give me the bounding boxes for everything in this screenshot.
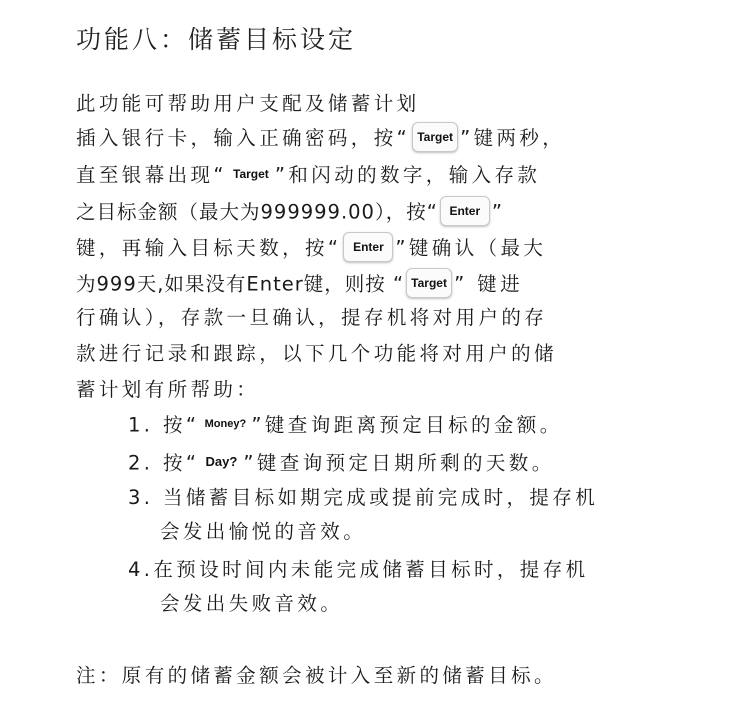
paragraph-line-5 — [76, 234, 546, 264]
paragraph-text: 插入银行卡，输入正确密码，按“ — [76, 126, 411, 150]
paragraph-line-6 — [76, 270, 523, 300]
paragraph-line-4 — [76, 198, 505, 228]
enter-key-icon: Enter — [343, 232, 393, 262]
target-key-icon: Target — [412, 122, 458, 152]
paragraph-text: 为999天,如果没有Enter键，则按 “ — [76, 272, 405, 296]
paragraph-line-9: 蓄计划有所帮助： — [76, 378, 260, 401]
paragraph-text: ” 键进 — [454, 272, 523, 296]
list-item-2 — [128, 450, 555, 478]
paragraph-text: ”键确认（最大 — [395, 236, 547, 260]
paragraph-text: 直至银幕出现“ — [76, 163, 227, 187]
paragraph-text: 键，再输入目标天数，按“ — [76, 236, 342, 260]
list-item-4-cont: 会发出失败音效。 — [160, 592, 344, 615]
paragraph-text: ” — [491, 200, 506, 224]
paragraph-line-2 — [76, 124, 565, 154]
paragraph-text: 之目标金额（最大为999999.00），按“ — [76, 200, 438, 224]
list-text: 2. 按“ — [128, 451, 200, 475]
target-key-label: Target — [233, 167, 269, 181]
list-item-4: 4.在预设时间内未能完成储蓄目标时，提存机 — [128, 558, 589, 581]
paragraph-line-8: 款进行记录和跟踪，以下几个功能将对用户的储 — [76, 342, 557, 365]
day-key-label: Day? — [205, 454, 238, 469]
paragraph-line-3 — [76, 162, 540, 190]
list-item-3: 3. 当储蓄目标如期完成或提前完成时，提存机 — [128, 486, 599, 509]
enter-key-icon: Enter — [440, 196, 490, 226]
paragraph-line-7: 行确认），存款一旦确认，提存机将对用户的存 — [76, 306, 548, 329]
money-key-label: Money? — [204, 418, 247, 430]
paragraph-text: ”键两秒， — [460, 126, 566, 150]
list-text: 1. 按“ — [128, 413, 200, 437]
section-title: 功能八：储蓄目标设定 — [76, 25, 357, 54]
list-text: ”键查询距离预定目标的金额。 — [251, 413, 563, 437]
paragraph-text: ”和闪动的数字，输入存款 — [274, 163, 541, 187]
target-key-icon: Target — [406, 268, 452, 298]
list-text: ”键查询预定日期所剩的天数。 — [243, 451, 555, 475]
list-item-1 — [128, 412, 563, 440]
footnote: 注：原有的储蓄金额会被计入至新的储蓄目标。 — [76, 664, 557, 687]
list-item-3-cont: 会发出愉悦的音效。 — [160, 520, 367, 543]
paragraph-line-1: 此功能可帮助用户支配及储蓄计划 — [76, 92, 420, 115]
